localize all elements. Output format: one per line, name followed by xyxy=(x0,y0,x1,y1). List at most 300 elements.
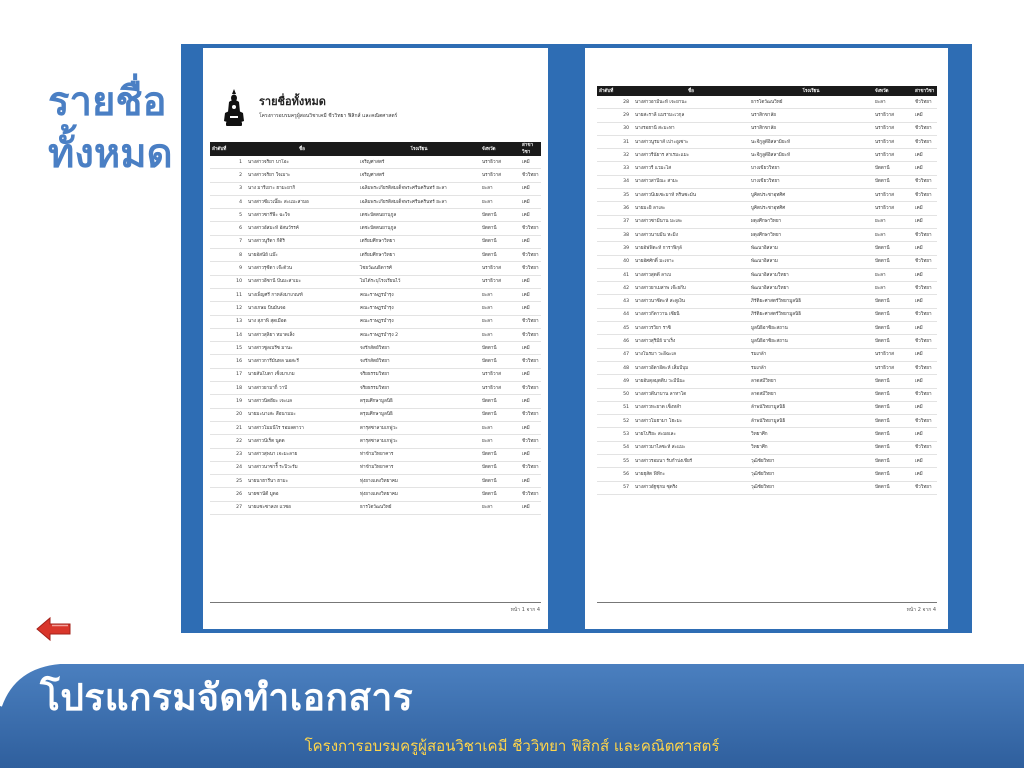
cell-name: นางสาวนูรมาส์ เปาะอูเซาะ xyxy=(633,135,749,148)
table-row xyxy=(210,328,541,341)
cell-subject: เคมี xyxy=(913,162,937,175)
cell-no: 13 xyxy=(210,315,246,328)
cell-no: 18 xyxy=(210,382,246,395)
cell-school: นราสิกขาลัย xyxy=(749,109,873,122)
cell-subject: ชีววิทยา xyxy=(520,435,541,448)
cell-subject: เคมี xyxy=(913,455,937,468)
cell-no: 39 xyxy=(597,242,633,255)
page-number: หน้า 1 จาก 4 xyxy=(510,607,540,613)
table-row xyxy=(597,308,937,321)
cell-no: 44 xyxy=(597,308,633,321)
cell-school: ธารโตวัฒนวิทย์ xyxy=(358,501,480,514)
cell-school: รมเกล้า xyxy=(749,348,873,361)
cell-subject: ชีววิทยา xyxy=(913,122,937,135)
table-row xyxy=(597,122,937,135)
cell-school: ผดุงศึกษาวิทยา xyxy=(749,228,873,241)
cell-name: นางสาวรวิยา ราซิ xyxy=(633,322,749,335)
cell-province: ปัตตานี xyxy=(873,295,913,308)
cell-province: ปัตตานี xyxy=(873,335,913,348)
cell-subject: เคมี xyxy=(520,368,541,381)
table-row xyxy=(210,342,541,355)
cell-subject: ชีววิทยา xyxy=(913,228,937,241)
cell-school: เฉลิมพระเกียรติสมเด็จพระศรีนครินทร์ ยะลา xyxy=(358,182,480,195)
cell-no: 55 xyxy=(597,455,633,468)
table-row xyxy=(210,435,541,448)
cell-name: นางสาวรอมนา รับกำปงเชียร์ xyxy=(633,455,749,468)
cell-subject: เคมี xyxy=(520,288,541,301)
col-header-province: จังหวัด xyxy=(480,142,520,156)
cell-school: ผดุงศึกษาวิทยา xyxy=(749,215,873,228)
cell-province: นราธิวาส xyxy=(873,189,913,202)
cell-no: 26 xyxy=(210,488,246,501)
cell-province: ยะลา xyxy=(873,96,913,109)
cell-name: นางสาวซารีฟ๊ะ ฉะใจ xyxy=(246,209,358,222)
cell-subject: เคมี xyxy=(520,275,541,288)
table-row xyxy=(597,228,937,241)
cell-no: 24 xyxy=(210,461,246,474)
cell-province: ยะลา xyxy=(873,268,913,281)
cell-no: 35 xyxy=(597,189,633,202)
cell-subject: ชีววิทยา xyxy=(913,255,937,268)
cell-name: นางสาวสุพนา เจะมะลาย xyxy=(246,448,358,461)
table-row xyxy=(210,275,541,288)
cell-subject: ชีววิทยา xyxy=(913,481,937,494)
cell-province: ยะลา xyxy=(480,315,520,328)
cell-school: พัฒนาอิสลามวิทยา xyxy=(749,268,873,281)
cell-subject: ชีววิทยา xyxy=(520,461,541,474)
cell-name: นายอัสนีย์ แม๊ะ xyxy=(246,249,358,262)
cell-school: เดชะปัตตนยานุกูล xyxy=(358,222,480,235)
cell-no: 7 xyxy=(210,235,246,248)
cell-school: ภิรัติยะศาสตร์วิทยามูลนิธิ xyxy=(749,295,873,308)
cell-no: 1 xyxy=(210,156,246,169)
table-row xyxy=(597,322,937,335)
cell-no: 32 xyxy=(597,149,633,162)
cell-no: 25 xyxy=(210,475,246,488)
cell-subject: ชีววิทยา xyxy=(520,408,541,421)
cell-subject: ชีววิทยา xyxy=(913,282,937,295)
table-row xyxy=(210,182,541,195)
cell-name: นางสาวอัสมะห์ อัสนวัรรค์ xyxy=(246,222,358,235)
col-header-no: ลำดับที่ xyxy=(597,86,633,96)
cell-name: นางสาวนาบมีน หะมิง xyxy=(633,228,749,241)
table-row xyxy=(597,481,937,494)
cell-no: 57 xyxy=(597,481,633,494)
table-row xyxy=(210,315,541,328)
col-header-school: โรงเรียน xyxy=(358,142,480,156)
cell-province: ปัตตานี xyxy=(480,222,520,235)
cell-province: ยะลา xyxy=(480,501,520,514)
table-row xyxy=(597,215,937,228)
table-row xyxy=(210,461,541,474)
cell-province: ปัตตานี xyxy=(480,448,520,461)
cell-name: นางสาวมาไลซะห์ สะแมะ xyxy=(633,441,749,454)
table-row xyxy=(210,156,541,169)
cell-subject: เคมี xyxy=(913,202,937,215)
cell-school: ลาดสมีวิทยา xyxy=(749,375,873,388)
table-row xyxy=(597,96,937,109)
cell-school: ไชยวัฒนธิดารศ์ xyxy=(358,262,480,275)
roster-header-row xyxy=(597,86,937,96)
cell-school: ลาดสมีวิทยา xyxy=(749,388,873,401)
cell-province: ปัตตานี xyxy=(873,415,913,428)
cell-province: ยะลา xyxy=(480,195,520,208)
cell-province: นราธิวาส xyxy=(873,149,913,162)
table-row xyxy=(597,255,937,268)
cell-school: ล้าพนัวิทยามูลนิธิ xyxy=(749,401,873,414)
table-row xyxy=(210,421,541,434)
cell-school: จงรักสัตย์วิทยา xyxy=(358,355,480,368)
table-row xyxy=(210,355,541,368)
cell-province: นราธิวาส xyxy=(873,361,913,374)
cell-school: มูลนิธิอาซิยะสถาน xyxy=(749,322,873,335)
cell-no: 38 xyxy=(597,228,633,241)
cell-name: นายนาฮารีนา ฮามะ xyxy=(246,475,358,488)
cell-no: 19 xyxy=(210,395,246,408)
cell-province: นราธิวาส xyxy=(480,262,520,275)
cell-subject: เคมี xyxy=(520,395,541,408)
cell-school: คณะราษฎรบำรุง xyxy=(358,288,480,301)
cell-no: 5 xyxy=(210,209,246,222)
table-row xyxy=(210,448,541,461)
cell-subject: ชีววิทยา xyxy=(520,249,541,262)
cell-name: นายสันโบดา เซ็งมาเกม xyxy=(246,368,358,381)
cell-province: ยะลา xyxy=(480,328,520,341)
cell-school: เจริญศาสตร์ xyxy=(358,156,480,169)
cell-subject: ชีววิทยา xyxy=(913,415,937,428)
cell-no: 51 xyxy=(597,401,633,414)
cell-no: 53 xyxy=(597,428,633,441)
col-header-school: โรงเรียน xyxy=(749,86,873,96)
cell-name: นางสาวซูลเบรีซ มานะ xyxy=(246,342,358,355)
col-header-subject: สาขาวิชา xyxy=(520,142,541,156)
cell-name: นางสาวนาซาร์ี๊ ระปีวะรัม xyxy=(246,461,358,474)
cell-no: 29 xyxy=(597,109,633,122)
cell-no: 8 xyxy=(210,249,246,262)
cell-name: นางสาวสุดดี ลาเบ xyxy=(633,268,749,281)
cell-school: เตรียมศึกษาวิทยา xyxy=(358,249,480,262)
cell-name: นางสาวนิดฮียะ เจะแล xyxy=(246,395,358,408)
cell-school: บางเขียววิทยา xyxy=(749,162,873,175)
cell-province: นราธิวาส xyxy=(873,135,913,148)
cell-no: 11 xyxy=(210,288,246,301)
cell-name: นายอัฟฟิดะห์ การาฟิกุล์ xyxy=(633,242,749,255)
cell-province: ปัตตานี xyxy=(480,249,520,262)
cell-school: บูคิตประชาอุทศิศ xyxy=(749,202,873,215)
table-row xyxy=(597,415,937,428)
table-row xyxy=(597,175,937,188)
cell-school: เฉลิมพระเกียรติสมเด็จพระศรีนครินทร์ ยะลา xyxy=(358,195,480,208)
banner-subtitle: โครงการอบรมครูผู้สอนวิชาเคมี ชีววิทยา ฟิสิกส์ และคณิตศาสตร์ xyxy=(304,737,720,755)
cell-subject: เคมี xyxy=(520,342,541,355)
cell-subject: เคมี xyxy=(520,302,541,315)
page-footer-rule xyxy=(210,602,541,603)
cell-school: วุฒิชัยวิทยา xyxy=(749,455,873,468)
cell-subject: ชีววิทยา xyxy=(913,441,937,454)
table-row xyxy=(210,288,541,301)
cell-name: นายอับดุลมุตติบ วะมีนีนะ xyxy=(633,375,749,388)
cell-school: นะจีกูลูดีอิสลามิยะห์ xyxy=(749,149,873,162)
cell-school: นราสิกขาลัย xyxy=(749,122,873,135)
table-row xyxy=(597,441,937,454)
cell-name: นายมะนาเสะ สือนามมะ xyxy=(246,408,358,421)
cell-subject: เคมี xyxy=(913,295,937,308)
cell-school: มูลนิธิอาซิยะสถาน xyxy=(749,335,873,348)
cell-province: ยะลา xyxy=(480,288,520,301)
document-page-1 xyxy=(203,48,548,629)
cell-name: นางสาวรีนัยาร สาเรมะแมะ xyxy=(633,149,749,162)
cell-no: 17 xyxy=(210,368,246,381)
cell-no: 48 xyxy=(597,361,633,374)
cell-subject: ชีววิทยา xyxy=(913,189,937,202)
cell-province: ปัตตานี xyxy=(873,162,913,175)
cell-school: รมเกล้า xyxy=(749,361,873,374)
cell-province: ยะลา xyxy=(480,421,520,434)
cell-province: นราธิวาส xyxy=(873,348,913,361)
cell-subject: ชีววิทยา xyxy=(520,488,541,501)
cell-province: นราธิวาส xyxy=(873,202,913,215)
cell-name: นายฮุสัต ฟีทีกะ xyxy=(633,468,749,481)
cell-no: 43 xyxy=(597,295,633,308)
cell-province: ปัตตานี xyxy=(480,461,520,474)
table-row xyxy=(597,135,937,148)
cell-name: นายอัศศักดิ์ มะเจาะ xyxy=(633,255,749,268)
cell-province: ยะลา xyxy=(480,435,520,448)
cell-subject: ชีววิทยา xyxy=(520,328,541,341)
cell-province: ปัตตานี xyxy=(873,388,913,401)
cell-school: วุฒิชัยวิทยา xyxy=(749,481,873,494)
cell-province: ปัตตานี xyxy=(873,175,913,188)
cell-province: ปัตตานี xyxy=(873,322,913,335)
cell-province: นราธิวาส xyxy=(480,382,520,395)
table-row xyxy=(210,395,541,408)
cell-no: 50 xyxy=(597,388,633,401)
cell-province: ปัตตานี xyxy=(873,481,913,494)
cell-school: ดารุสซาลามเกฟูวะ xyxy=(358,421,480,434)
page-footer-rule xyxy=(597,602,937,603)
cell-school: เจริญศาสตร์ xyxy=(358,169,480,182)
table-row xyxy=(210,382,541,395)
cell-name: นายสะราลี แมรามะเวกุล xyxy=(633,109,749,122)
document-preview-frame xyxy=(181,44,972,633)
side-title-line-1: รายชื่อ xyxy=(48,79,167,125)
cell-no: 34 xyxy=(597,175,633,188)
table-row xyxy=(210,169,541,182)
cell-subject: ชีววิทยา xyxy=(913,361,937,374)
back-arrow-icon[interactable] xyxy=(36,616,72,642)
table-row xyxy=(597,242,937,255)
table-row xyxy=(597,361,937,374)
cell-province: ยะลา xyxy=(873,215,913,228)
cell-name: นายซานีดี มูดอ xyxy=(246,488,358,501)
cell-name: นางสาวนาซีดะห์ สะดูเงิน xyxy=(633,295,749,308)
cell-school: ดารุสซาลามเกฟูวะ xyxy=(358,435,480,448)
cell-no: 41 xyxy=(597,268,633,281)
cell-province: ปัตตานี xyxy=(873,401,913,414)
table-row xyxy=(597,455,937,468)
roster-header-row xyxy=(210,142,541,156)
cell-school: ทุ่งยางแดงวิทยาคม xyxy=(358,475,480,488)
cell-province: ปัตตานี xyxy=(480,342,520,355)
cell-no: 3 xyxy=(210,182,246,195)
cell-subject: เคมี xyxy=(913,428,937,441)
university-crest-icon xyxy=(221,88,247,128)
cell-name: นางสาวซามีนาน มะเละ xyxy=(633,215,749,228)
cell-no: 21 xyxy=(210,421,246,434)
slide-side-title xyxy=(48,76,176,180)
cell-province: ปัตตานี xyxy=(873,375,913,388)
cell-school: ดรุณศึกษามูลนิธิ xyxy=(358,395,480,408)
cell-name: นาง สุภาพิ สุดเมือด xyxy=(246,315,358,328)
cell-name: นางสาวหะยาด เซ็งหลำ xyxy=(633,401,749,414)
table-row xyxy=(210,209,541,222)
cell-name: นางสาวจริยา บาโอะ xyxy=(246,156,358,169)
cell-school: วุฒิชัยวิทยา xyxy=(749,468,873,481)
cell-school: ล้าพนัวิทยามูลนิธิ xyxy=(749,415,873,428)
cell-subject: ชีววิทยา xyxy=(520,355,541,368)
cell-name: นาง มารีเยาะ ฮามะยากิ xyxy=(246,182,358,195)
cell-no: 45 xyxy=(597,322,633,335)
cell-name: นางสาวโมฮามา โฮะมะ xyxy=(633,415,749,428)
cell-province: ปัตตานี xyxy=(873,255,913,268)
cell-school: ดรุณศึกษามูลนิธิ xyxy=(358,408,480,421)
cell-province: ปัตตานี xyxy=(480,235,520,248)
table-row xyxy=(210,475,541,488)
cell-no: 12 xyxy=(210,302,246,315)
cell-subject: เคมี xyxy=(913,149,937,162)
cell-no: 23 xyxy=(210,448,246,461)
document-header xyxy=(219,88,539,140)
cell-subject: เคมี xyxy=(913,375,937,388)
cell-province: นราธิวาส xyxy=(873,122,913,135)
table-row xyxy=(597,282,937,295)
cell-no: 46 xyxy=(597,335,633,348)
cell-name: นางเพ็ญศรี กาหลังมาเกณฑ์ xyxy=(246,288,358,301)
cell-subject: เคมี xyxy=(913,268,937,281)
cell-province: ปัตตานี xyxy=(480,209,520,222)
cell-subject: เคมี xyxy=(520,209,541,222)
cell-subject: เคมี xyxy=(913,401,937,414)
cell-province: ปัตตานี xyxy=(873,468,913,481)
table-row xyxy=(210,302,541,315)
cell-no: 52 xyxy=(597,415,633,428)
table-row xyxy=(597,428,937,441)
cell-province: ปัตตานี xyxy=(480,408,520,421)
cell-subject: ชีววิทยา xyxy=(913,175,937,188)
cell-name: นางสาวสุริมีย์ บาเร็ง xyxy=(633,335,749,348)
cell-province: ปัตตานี xyxy=(873,242,913,255)
cell-no: 16 xyxy=(210,355,246,368)
cell-province: นราธิวาส xyxy=(480,275,520,288)
cell-subject: เคมี xyxy=(520,182,541,195)
cell-subject: ชีววิทยา xyxy=(913,308,937,321)
cell-subject: ชีววิทยา xyxy=(913,96,937,109)
cell-school: ไม่ได้ระบุโรงเรียนไว้ xyxy=(358,275,480,288)
col-header-name: ชื่อ xyxy=(246,142,358,156)
col-header-no: ลำดับที่ xyxy=(210,142,246,156)
table-row xyxy=(597,162,937,175)
cell-subject: เคมี xyxy=(520,195,541,208)
cell-name: นายแซะซาลเห แวซอ xyxy=(246,501,358,514)
cell-province: ปัตตานี xyxy=(480,395,520,408)
cell-name: นางรอฮานี สะมะทา xyxy=(633,122,749,135)
cell-name: นางสาวยามาก็ วาบี xyxy=(246,382,358,395)
cell-province: ปัตตานี xyxy=(873,428,913,441)
table-row xyxy=(210,222,541,235)
table-row xyxy=(597,468,937,481)
cell-subject: เคมี xyxy=(913,109,937,122)
cell-no: 42 xyxy=(597,282,633,295)
banner-title: โปรแกรมจัดทำเอกสาร xyxy=(40,676,414,719)
cell-school: จริยธรรมวิทยา xyxy=(358,368,480,381)
cell-no: 4 xyxy=(210,195,246,208)
cell-subject: ชีววิทยา xyxy=(520,315,541,328)
col-header-subject: สาขาวิชา xyxy=(913,86,937,96)
cell-no: 28 xyxy=(597,96,633,109)
cell-no: 54 xyxy=(597,441,633,454)
cell-no: 14 xyxy=(210,328,246,341)
cell-subject: ชีววิทยา xyxy=(520,222,541,235)
cell-school: ท่าข้ามวิทยาคาร xyxy=(358,448,480,461)
cell-name: นางสาวรี แวมะไส xyxy=(633,162,749,175)
cell-subject: ชีววิทยา xyxy=(913,335,937,348)
cell-subject: เคมี xyxy=(520,156,541,169)
cell-subject: ชีววิทยา xyxy=(913,388,937,401)
cell-province: ปัตตานี xyxy=(873,308,913,321)
table-row xyxy=(597,295,937,308)
cell-school: จริยธรรมวิทยา xyxy=(358,382,480,395)
cell-subject: เคมี xyxy=(913,215,937,228)
cell-name: นางสาวอีซานี บีนมะสาเมะ xyxy=(246,275,358,288)
cell-no: 36 xyxy=(597,202,633,215)
cell-province: ยะลา xyxy=(480,302,520,315)
table-row xyxy=(210,249,541,262)
cell-name: นางสาวโมมนีโร รอมลตาวา xyxy=(246,421,358,434)
col-header-name: ชื่อ xyxy=(633,86,749,96)
cell-subject: เคมี xyxy=(520,475,541,488)
cell-no: 49 xyxy=(597,375,633,388)
side-title-line-2: ทั้งหมด xyxy=(48,131,173,177)
table-row xyxy=(597,375,937,388)
cell-name: นางสาวนีเยเซะมาห์ หรินซะมัน xyxy=(633,189,749,202)
cell-subject: เคมี xyxy=(913,348,937,361)
table-row xyxy=(597,348,937,361)
cell-school: ท่าข้ามวิทยาคาร xyxy=(358,461,480,474)
cell-province: นราธิวาส xyxy=(480,368,520,381)
cell-province: ยะลา xyxy=(873,282,913,295)
cell-name: นางสาวดีนาบาน ลาหาโด xyxy=(633,388,749,401)
cell-name: นางเกษม บินมันจอ xyxy=(246,302,358,315)
cell-school: จงรักสัตย์วิทยา xyxy=(358,342,480,355)
cell-no: 15 xyxy=(210,342,246,355)
cell-name: นางสาวนีเร็ต นูดด xyxy=(246,435,358,448)
cell-school: คณะราษฎรบำรุง xyxy=(358,302,480,315)
table-row xyxy=(210,195,541,208)
table-row xyxy=(597,268,937,281)
cell-province: นราธิวาส xyxy=(480,169,520,182)
cell-no: 31 xyxy=(597,135,633,148)
table-row xyxy=(597,388,937,401)
cell-subject: ชีววิทยา xyxy=(520,382,541,395)
cell-name: นางสาวอัฐชุกม ซุดริง xyxy=(633,481,749,494)
table-row xyxy=(597,401,937,414)
document-title: รายชื่อทั้งหมด xyxy=(259,95,326,108)
cell-name: นางสาวซีแวเนี๊ยะ สะแมะสามอ xyxy=(246,195,358,208)
cell-subject: เคมี xyxy=(913,242,937,255)
roster-table-page-2 xyxy=(597,86,937,495)
cell-subject: เคมี xyxy=(520,421,541,434)
cell-province: นราธิวาส xyxy=(480,156,520,169)
